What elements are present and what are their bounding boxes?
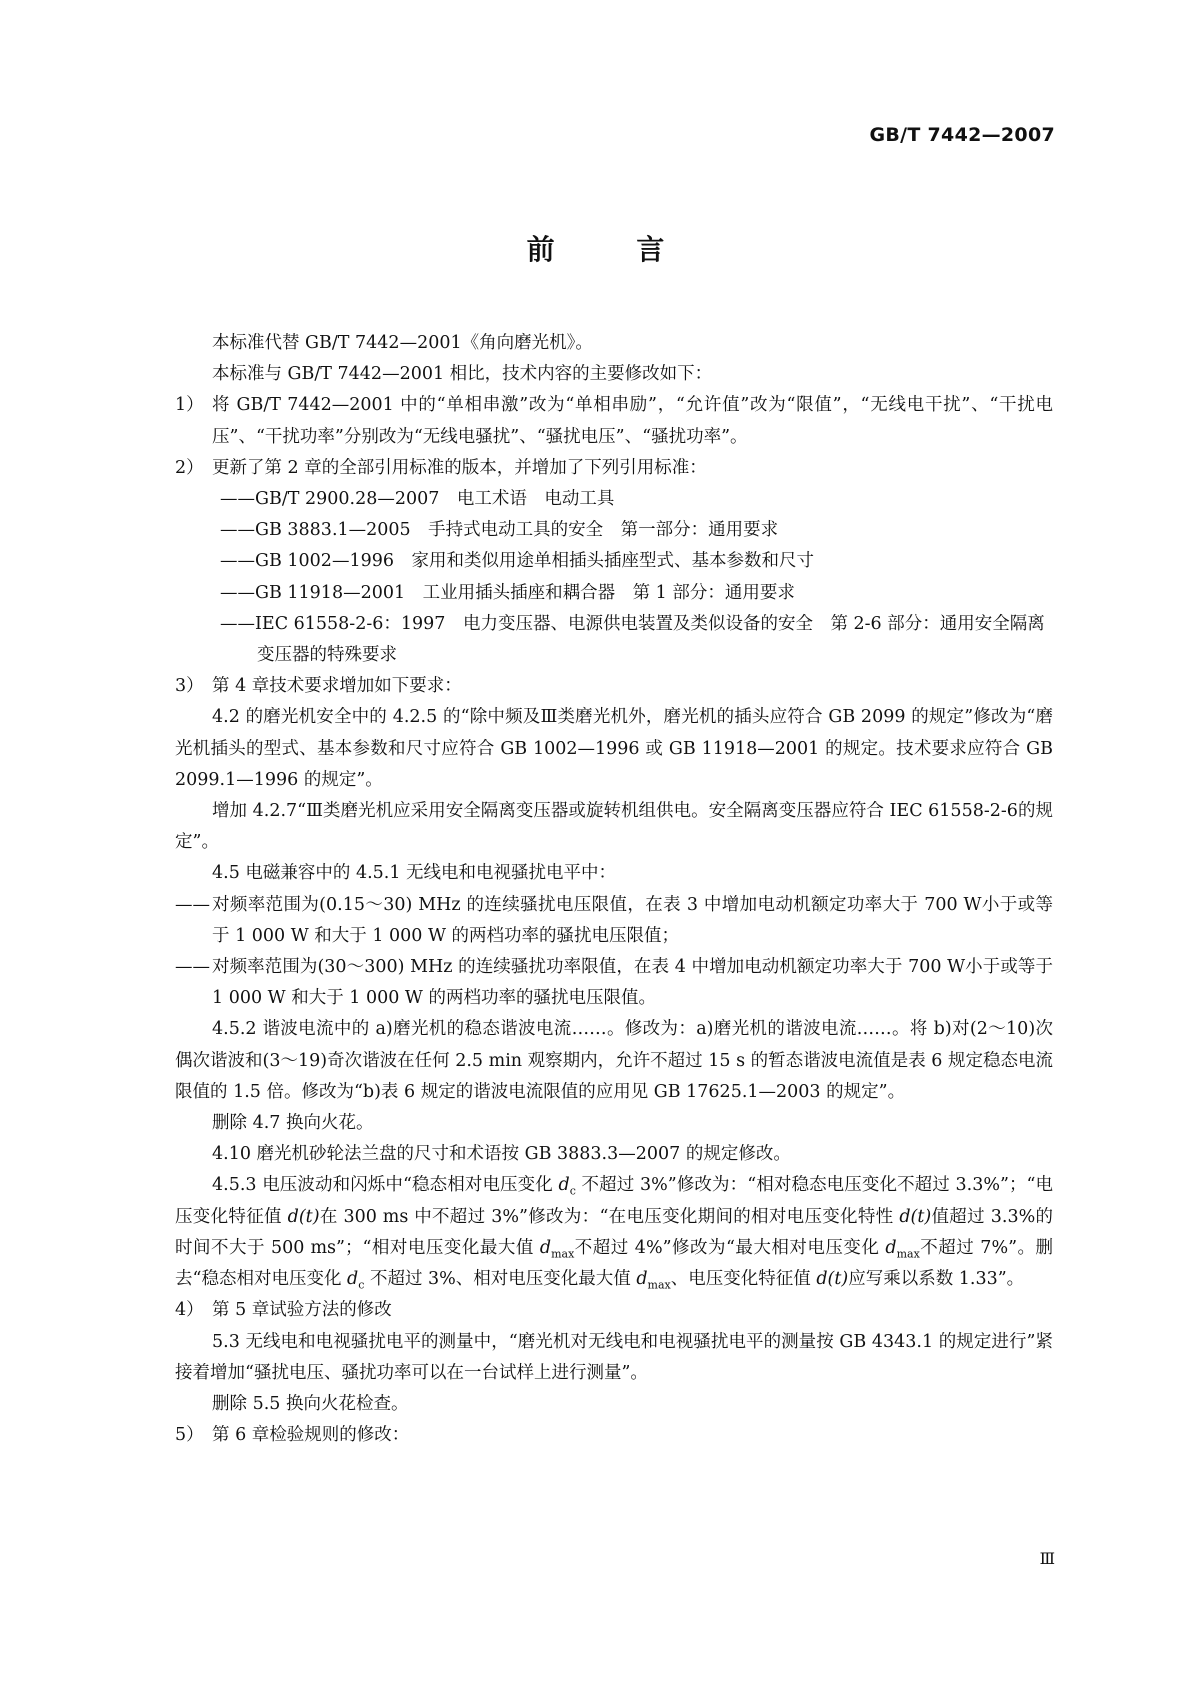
text-run: 不超过 4%”修改为“最大相对电压变化: [574, 1237, 886, 1258]
page-number: Ⅲ: [1039, 1549, 1055, 1568]
reference-item: ——GB 11918—2001 工业用插头插座和耦合器 第 1 部分：通用要求: [220, 582, 795, 603]
dash-text: 对频率范围为(0.15～30) MHz 的连续骚扰电压限值，在表 3 中增加电动机额定功率大于 700 W小于或等于 1 000 W 和大于 1 000 W 的两档功率的骚扰电压限值；: [212, 894, 1053, 946]
paragraph-4-10: 4.10 磨光机砂轮法兰盘的尺寸和术语按 GB 3883.3—2007 的规定修改。: [212, 1144, 791, 1165]
reference-item: ——GB 3883.1—2005 手持式电动工具的安全 第一部分：通用要求: [220, 520, 779, 541]
dash-mark: ——: [175, 957, 210, 978]
list-item-1: [175, 390, 1053, 452]
symbol-subscript: max: [551, 1247, 575, 1261]
list-number: 4）: [175, 1300, 204, 1321]
list-item-2: [175, 453, 1053, 484]
symbol-d: d: [636, 1269, 648, 1290]
list-text: 更新了第 2 章的全部引用标准的版本，并增加了下列引用标准：: [212, 457, 707, 478]
symbol-d: d: [558, 1175, 570, 1196]
text-run: 在 300 ms 中不超过 3%”修改为：“在电压变化期间的相对电压变化特性: [319, 1206, 900, 1227]
text-run: 不超过 3%”修改为：“相对稳态电压变化不超过 3.3%”；“电压变化特征值: [175, 1175, 1053, 1227]
list-text: 第 6 章检验规则的修改：: [212, 1425, 410, 1446]
symbol-dt: d(t): [287, 1206, 320, 1227]
paragraph-4-2-7: 增加 4.2.7“Ⅲ类磨光机应采用安全隔离变压器或旋转机组供电。安全隔离变压器应符合 IEC 61558-2-6的规定”。: [175, 801, 1053, 853]
paragraph-4-5: 4.5 电磁兼容中的 4.5.1 无线电和电视骚扰电平中：: [212, 863, 617, 884]
symbol-d: d: [347, 1269, 359, 1290]
paragraph-replaces: 本标准代替 GB/T 7442—2001《角向磨光机》。: [212, 333, 593, 353]
reference-list: [175, 484, 1053, 671]
symbol-dt: d(t): [899, 1206, 932, 1227]
text-run: 不超过 3%、相对电压变化最大值: [364, 1269, 637, 1290]
symbol-subscript: max: [647, 1278, 671, 1292]
list-text: 第 5 章试验方法的修改: [212, 1300, 392, 1321]
text-run: 不超过 7%”。删去“稳态相对电压变化: [175, 1237, 1053, 1290]
list-number: 3）: [175, 676, 204, 697]
paragraph-5-3: 5.3 无线电和电视骚扰电平的测量中，“磨光机对无线电和电视骚扰电平的测量按 GB 4343.1 的规定进行”紧接着增加“骚扰电压、骚扰功率可以在一台试样上进行测量”。: [175, 1331, 1053, 1383]
text-run: 、电压变化特征值: [670, 1269, 817, 1290]
paragraph-4-5-3: [175, 1170, 1053, 1295]
page-title: 前 言: [526, 233, 701, 266]
dash-item-2: [175, 952, 1053, 1014]
list-number: 5）: [175, 1425, 204, 1446]
list-text: 第 4 章技术要求增加如下要求：: [212, 676, 462, 697]
reference-item: ——IEC 61558-2-6：1997 电力变压器、电源供电装置及类似设备的安全 第 2-6 部分：通用安全隔离变压器的特殊要求: [220, 613, 1045, 666]
dash-item-1: [175, 890, 1053, 952]
document-body: [175, 328, 1053, 1451]
list-item-4: [175, 1295, 1053, 1326]
paragraph-delete-4-7: 删除 4.7 换向火花。: [212, 1113, 374, 1134]
list-text: 将 GB/T 7442—2001 中的“单相串激”改为“单相串励”，“允许值”改为“限值”，“无线电干扰”、“干扰电压”、“干扰功率”分别改为“无线电骚扰”、“骚扰电压”、“骚扰功率”。: [212, 395, 1053, 447]
list-item-5: [175, 1420, 1053, 1451]
reference-item: ——GB/T 2900.28—2007 电工术语 电动工具: [220, 489, 615, 510]
paragraph-delete-5-5: 删除 5.5 换向火花检查。: [212, 1393, 409, 1414]
symbol-subscript: c: [358, 1278, 365, 1292]
symbol-dt: d(t): [816, 1269, 849, 1290]
dash-text: 对频率范围为(30～300) MHz 的连续骚扰功率限值，在表 4 中增加电动机额定功率大于 700 W小于或等于 1 000 W 和大于 1 000 W 的两档功率的骚扰电压限值。: [212, 957, 1053, 1009]
paragraph-4-2: 4.2 的磨光机安全中的 4.2.5 的“除中频及Ⅲ类磨光机外，磨光机的插头应符合 GB 2099 的规定”修改为“磨光机插头的型式、基本参数和尺寸应符合 GB 1002—1996 或 GB 11918—2001 的规定。技术要求应符合 GB 2099.1—1996 的规定”。: [175, 707, 1053, 790]
paragraph-4-5-2: 4.5.2 谐波电流中的 a)磨光机的稳态谐波电流……。修改为：a)磨光机的谐波电流……。将 b)对(2～10)次偶次谐波和(3～19)奇次谐波在任何 2.5 min 观察期内，允许不超过 15 s 的暂态谐波电流值是表 6 规定稳态电流限值的 1.5 倍。修改为“b)表 6 规定的谐波电流限值的应用见 GB 17625.1—2003 的规定”。: [175, 1019, 1053, 1102]
list-number: 1）: [175, 395, 204, 416]
list-item-3: [175, 671, 1053, 702]
symbol-d: d: [539, 1237, 552, 1258]
text-run: 应写乘以系数 1.33”。: [848, 1269, 1025, 1290]
standard-code: GB/T 7442—2007: [869, 124, 1055, 146]
symbol-subscript: c: [569, 1184, 576, 1198]
list-number: 2）: [175, 457, 204, 478]
reference-item: ——GB 1002—1996 家用和类似用途单相插头插座型式、基本参数和尺寸: [220, 551, 814, 572]
dash-mark: ——: [175, 894, 210, 915]
paragraph-changes-intro: 本标准与 GB/T 7442—2001 相比，技术内容的主要修改如下：: [212, 364, 713, 385]
symbol-d: d: [885, 1237, 897, 1258]
text-run: 4.5.3 电压波动和闪烁中“稳态相对电压变化: [212, 1175, 559, 1196]
symbol-subscript: max: [896, 1247, 920, 1261]
text-run: 值超过 3.3%的时间不大于 500 ms”；“相对电压变化最大值: [175, 1206, 1054, 1258]
